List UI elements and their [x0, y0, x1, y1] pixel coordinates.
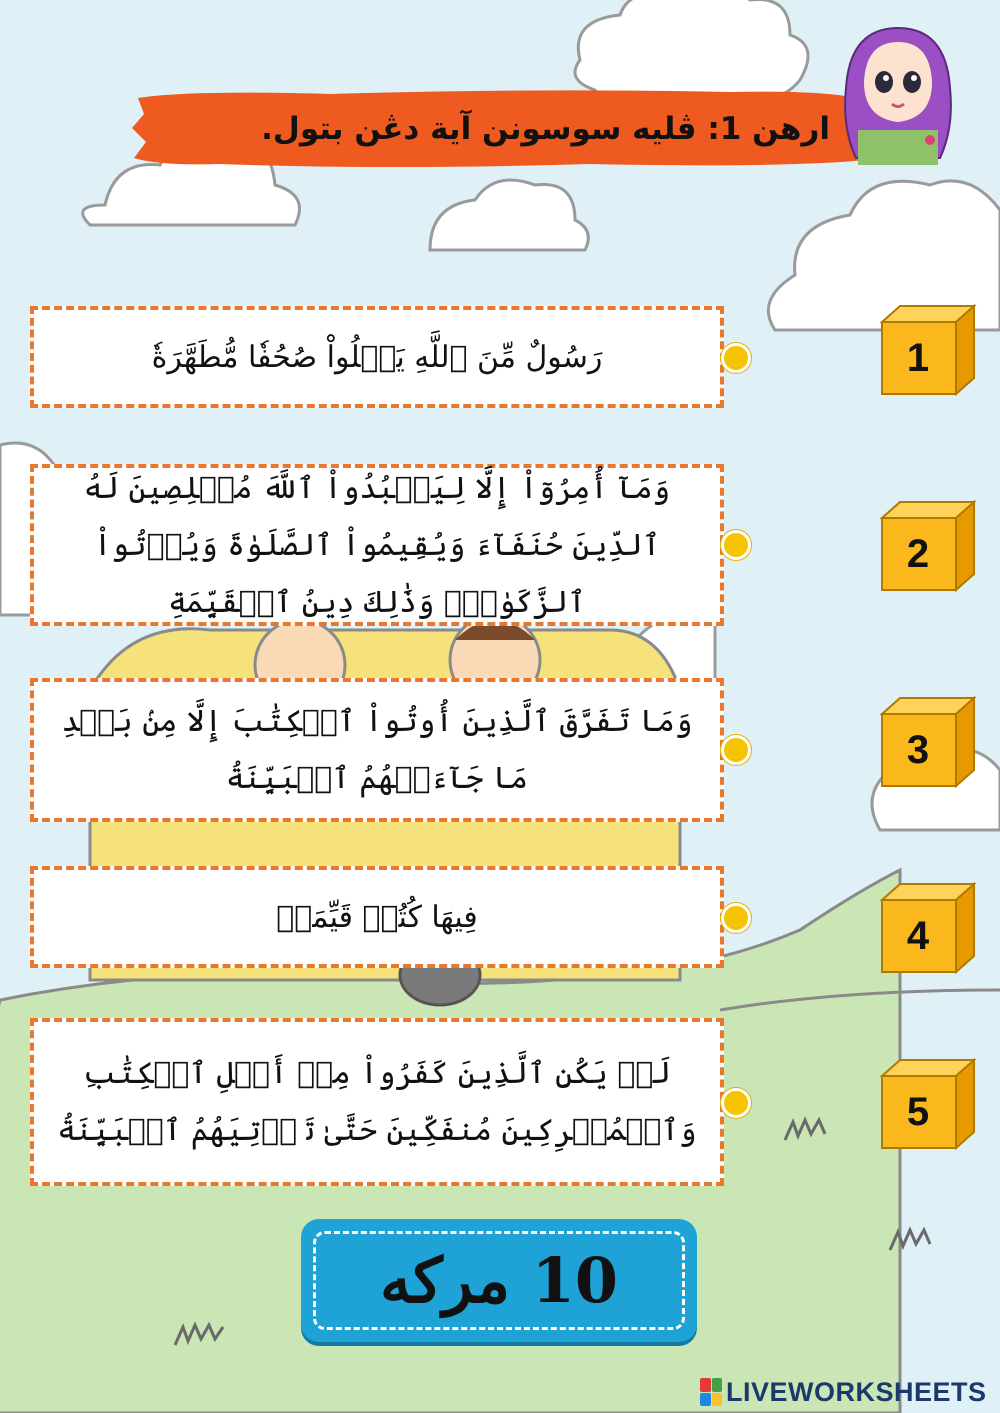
verse-text-1: رَسُولٌ مِّنَ ٱللَّهِ يَتۡلُواْ صُحُفٗا مُّطَهَّرَةٗ — [151, 339, 603, 375]
verse-box-1[interactable] — [30, 306, 724, 408]
marks-badge — [301, 1219, 697, 1342]
marks-badge-inner — [313, 1231, 685, 1330]
number-cube-3 — [878, 696, 978, 788]
verse-box-4[interactable] — [30, 866, 724, 968]
number-cube-4 — [878, 882, 978, 974]
verse-text-4: فِيهَا كُتُبٞ قَيِّمَةٞ — [276, 899, 478, 935]
connector-dot-5[interactable] — [721, 1088, 751, 1118]
marks-label: 10 مركه — [379, 1244, 619, 1317]
number-cube-2 — [878, 500, 978, 592]
cube-number-2: 2 — [906, 531, 930, 576]
verse-text-2: وَمَآ أُمِرُوٓاْ إِلَّا لِيَعۡبُدُواْ ٱللَّهَ مُخۡلِصِينَ لَهُ ٱلدِّينَ حُنَفَآءَ وَيُقِيمُواْ ٱلصَّلَوٰةَ وَيُؤۡتُواْ ٱلزَّكَوٰةَۚ وَذَٰلِكَ دِينُ ٱلۡقَيِّمَةِ — [83, 470, 671, 620]
verse-box-3[interactable] — [30, 678, 724, 822]
liveworksheets-logo-icon — [700, 1378, 722, 1406]
verse-text-5: لَمۡ يَكُنِ ٱلَّذِينَ كَفَرُواْ مِنۡ أَهۡلِ ٱلۡكِتَٰبِ وَٱلۡمُشۡرِكِينَ مُنفَكِّينَ حَتَّىٰ تَأۡتِيَهُمُ ٱلۡبَيِّنَةُ — [57, 1056, 697, 1148]
cube-number-5: 5 — [906, 1089, 930, 1134]
cube-number-3: 3 — [906, 727, 930, 772]
connector-dot-3[interactable] — [721, 735, 751, 765]
connector-dot-4[interactable] — [721, 903, 751, 933]
instruction-text: ارهن 1: ڤليه سوسونن آية دڠن بتول. — [261, 111, 830, 147]
number-cube-5 — [878, 1058, 978, 1150]
cube-number-1: 1 — [906, 335, 930, 380]
liveworksheets-brand — [700, 1376, 987, 1408]
cube-number-4: 4 — [906, 913, 930, 958]
number-cube-1 — [878, 304, 978, 396]
connector-dot-1[interactable] — [721, 343, 751, 373]
verse-box-2[interactable] — [30, 464, 724, 626]
verse-text-3: وَمَا تَفَرَّقَ ٱلَّذِينَ أُوتُواْ ٱلۡكِتَٰبَ إِلَّا مِنۢ بَعۡدِ مَا جَآءَتۡهُمُ ٱلۡبَيِّنَةُ — [61, 704, 693, 796]
instruction-banner — [130, 88, 870, 170]
connector-dot-2[interactable] — [721, 530, 751, 560]
brand-name: LIVEWORKSHEETS — [726, 1376, 987, 1407]
hijab-girl-avatar — [838, 20, 958, 170]
verse-box-5[interactable] — [30, 1018, 724, 1186]
